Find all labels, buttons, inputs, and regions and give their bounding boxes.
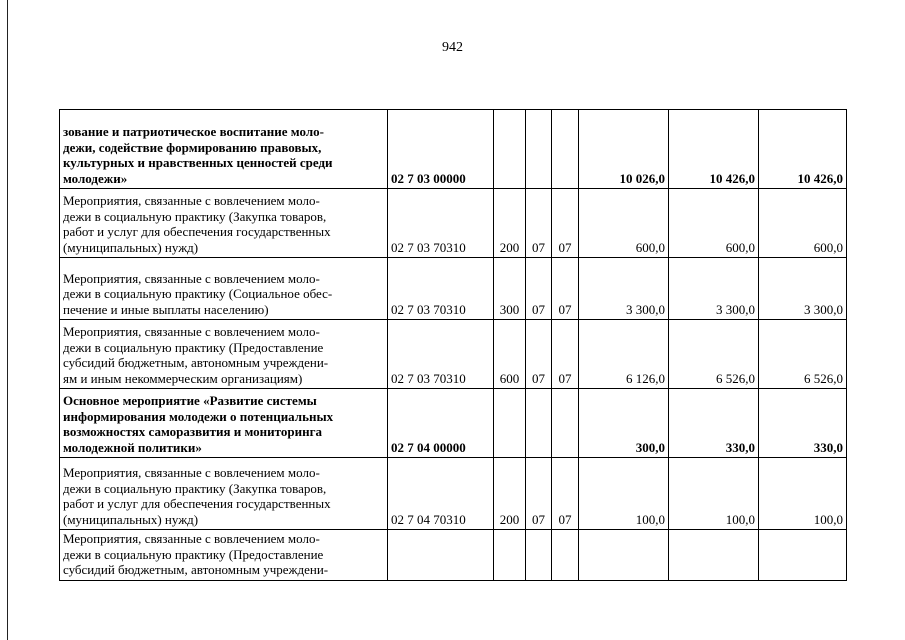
table-row <box>60 110 847 189</box>
amount-year2-cell: 330,0 <box>669 389 759 458</box>
target-article-cell: 02 7 03 70310 <box>388 189 494 258</box>
subsection-cell: 07 <box>552 189 579 258</box>
table-body <box>60 110 847 581</box>
item-name-cell: Основное мероприятие «Развитие системы информирования молодежи о потенциальных возможностях саморазвития и мониторинга молодежной политики» <box>60 389 388 458</box>
subsection-cell: 07 <box>552 458 579 530</box>
section-cell <box>526 389 552 458</box>
amount-year3-cell: 10 426,0 <box>759 110 847 189</box>
item-name-cell: Мероприятия, связанные с вовлечением моло- дежи в социальную практику (Закупка товаров, работ и услуг для обеспечения государственных (муниципальных) нужд) <box>60 189 388 258</box>
section-cell <box>526 530 552 581</box>
expense-type-cell <box>494 389 526 458</box>
amount-year2-cell: 3 300,0 <box>669 258 759 320</box>
target-article-cell <box>388 530 494 581</box>
amount-year2-cell: 100,0 <box>669 458 759 530</box>
target-article-cell: 02 7 03 70310 <box>388 258 494 320</box>
amount-year3-cell <box>759 530 847 581</box>
subsection-cell <box>552 389 579 458</box>
section-cell <box>526 110 552 189</box>
section-cell: 07 <box>526 320 552 389</box>
amount-year2-cell: 10 426,0 <box>669 110 759 189</box>
target-article-cell: 02 7 04 00000 <box>388 389 494 458</box>
table-row <box>60 320 847 389</box>
section-cell: 07 <box>526 189 552 258</box>
budget-table <box>59 109 847 581</box>
scan-edge-line <box>7 0 8 640</box>
amount-year3-cell: 6 526,0 <box>759 320 847 389</box>
item-name-cell: зование и патриотическое воспитание моло- дежи, содействие формированию правовых, культурных и нравственных ценностей среди молодежи» <box>60 110 388 189</box>
table-row <box>60 530 847 581</box>
amount-year3-cell: 100,0 <box>759 458 847 530</box>
item-name-cell: Мероприятия, связанные с вовлечением моло- дежи в социальную практику (Предоставление субсидий бюджетным, автономным учреждени- <box>60 530 388 581</box>
target-article-cell: 02 7 03 00000 <box>388 110 494 189</box>
item-name-cell: Мероприятия, связанные с вовлечением моло- дежи в социальную практику (Закупка товаров, работ и услуг для обеспечения государственных (муниципальных) нужд) <box>60 458 388 530</box>
amount-year3-cell: 3 300,0 <box>759 258 847 320</box>
section-cell: 07 <box>526 458 552 530</box>
table-row <box>60 389 847 458</box>
amount-year1-cell: 6 126,0 <box>579 320 669 389</box>
amount-year2-cell: 6 526,0 <box>669 320 759 389</box>
amount-year3-cell: 600,0 <box>759 189 847 258</box>
table-row <box>60 258 847 320</box>
subsection-cell: 07 <box>552 258 579 320</box>
target-article-cell: 02 7 03 70310 <box>388 320 494 389</box>
amount-year2-cell: 600,0 <box>669 189 759 258</box>
amount-year1-cell: 10 026,0 <box>579 110 669 189</box>
item-name-cell: Мероприятия, связанные с вовлечением моло- дежи в социальную практику (Предоставление субсидий бюджетным, автономным учреждени- ям и иным некоммерческим организациям) <box>60 320 388 389</box>
page-number: 942 <box>442 40 463 55</box>
amount-year1-cell: 600,0 <box>579 189 669 258</box>
amount-year1-cell: 3 300,0 <box>579 258 669 320</box>
subsection-cell <box>552 530 579 581</box>
section-cell: 07 <box>526 258 552 320</box>
amount-year1-cell: 100,0 <box>579 458 669 530</box>
subsection-cell: 07 <box>552 320 579 389</box>
expense-type-cell: 600 <box>494 320 526 389</box>
amount-year2-cell <box>669 530 759 581</box>
expense-type-cell: 200 <box>494 458 526 530</box>
amount-year1-cell <box>579 530 669 581</box>
table-row <box>60 189 847 258</box>
expense-type-cell: 300 <box>494 258 526 320</box>
table-row <box>60 458 847 530</box>
expense-type-cell <box>494 530 526 581</box>
amount-year1-cell: 300,0 <box>579 389 669 458</box>
item-name-cell: Мероприятия, связанные с вовлечением моло- дежи в социальную практику (Социальное обес- печение и иные выплаты населению) <box>60 258 388 320</box>
target-article-cell: 02 7 04 70310 <box>388 458 494 530</box>
expense-type-cell <box>494 110 526 189</box>
expense-type-cell: 200 <box>494 189 526 258</box>
subsection-cell <box>552 110 579 189</box>
amount-year3-cell: 330,0 <box>759 389 847 458</box>
